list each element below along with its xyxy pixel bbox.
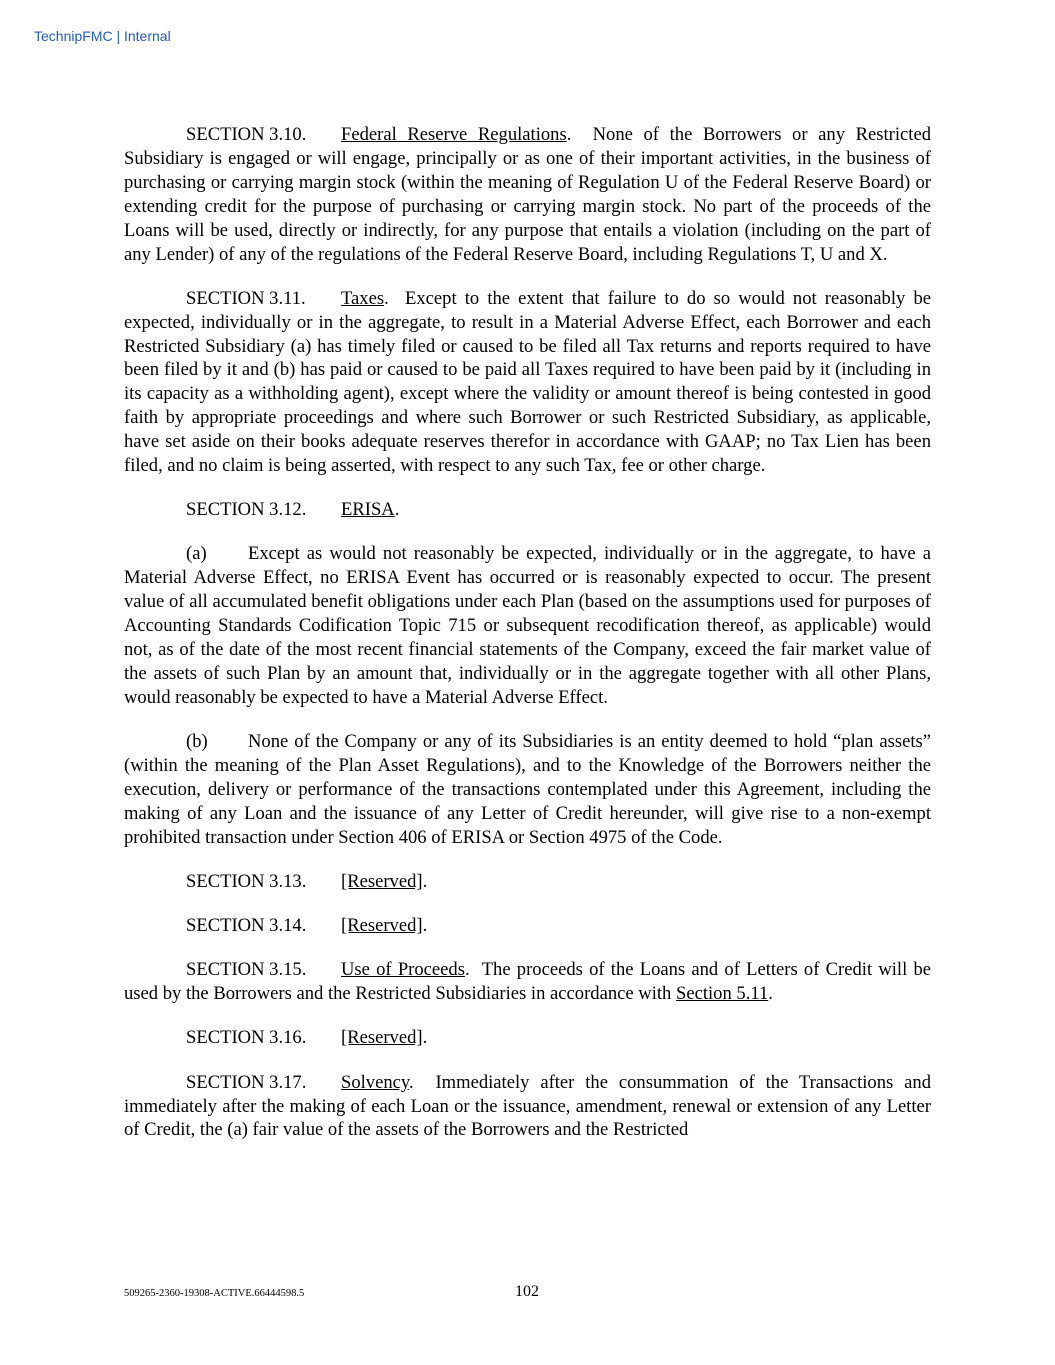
section-title: Use of Proceeds — [341, 959, 465, 981]
section-title: [Reserved] — [341, 1027, 423, 1049]
section-title: Solvency — [341, 1071, 409, 1093]
section-title: ERISA — [341, 499, 395, 521]
section-3-12-b — [124, 730, 931, 850]
section-title: Federal Reserve Regulations — [341, 124, 567, 145]
section-body: Except to the extent that failure to do so would not reasonably be expected, individually or in the aggregate, to result in a Material Adverse Effect, each Borrower and each Restricted Subsidiary (a) has timely filed or caused to be filed all Tax returns and reports required to have been filed by it and (b) has paid or caused to be paid all Taxes required to have been paid by it (including in its capacity as a withholding agent), except where the validity or amount thereof is being contested in good faith by appropriate proceedings and where such Borrower or such Restricted Subsidiary, as applicable, have set aside on their books adequate reserves therefor in accordance with GAAP; no Tax Lien has been filed, and no claim is being asserted, with respect to any such Tax, fee or other charge. — [124, 287, 931, 477]
section-label: SECTION 3.17. — [186, 1071, 307, 1093]
document-id: 509265-2360-19308-ACTIVE.66444598.5 — [124, 1288, 305, 1299]
section-3-12-a — [124, 542, 931, 709]
clause-label: (a) — [186, 543, 207, 565]
section-label: SECTION 3.11. — [186, 287, 306, 309]
section-label: SECTION 3.13. — [186, 870, 307, 892]
section-body: Immediately after the consummation of the Transactions and immediately after the making of each Loan or the issuance, amendment, renewal or extension of any Letter of Credit, the (a) fair value of the assets of the Borrowers and the Restricted — [124, 1071, 932, 1141]
section-title: [Reserved] — [341, 870, 423, 892]
section-3-10: SECTION 3.10. Federal Reserve Regulations. None of the Borrowers or any Restricted Subsidiary is engaged or will engage, principally or as one of their important activities, in the business of purchasing or carrying margin stock (within the meaning of Regulation U of the Federal Reserve Board) or extending credit for the purpose of purchasing or carrying margin stock. No part of the proceeds of the Loans will be used, directly or indirectly, for any purpose that entails a violation (including on the part of any Lender) of any of the regulations of the Federal Reserve Board, including Regulations T, U and X. — [124, 124, 932, 265]
clause-body: None of the Company or any of its Subsidiaries is an entity deemed to hold “plan assets” (within the meaning of the Plan Asset Regulations), and to the Knowledge of the Borrowers neither the execution, delivery or performance of the transactions contemplated under this Agreement, including the making of any Loan and the issuance of any Letter of Credit hereunder, will give rise to a non-exempt prohibited transaction under Section 406 of ERISA or Section 4975 of the Code. — [124, 731, 931, 848]
section-title: [Reserved] — [341, 915, 423, 937]
section-3-14: SECTION 3.14. [Reserved]. — [186, 915, 428, 937]
section-3-11: SECTION 3.11. Taxes. Except to the extent that failure to do so would not reasonably be expected, individually or in the aggregate, to result in a Material Adverse Effect, each Borrower and each Restricted Subsidiary (a) has timely filed or caused to be filed all Tax returns and reports required to have been filed by it and (b) has paid or caused to be paid all Taxes required to have been paid by it (including in its capacity as a withholding agent), except where the validity or amount thereof is being contested in good faith by appropriate proceedings and where such Borrower or such Restricted Subsidiary, as applicable, have set aside on their books adequate reserves therefor in accordance with GAAP; no Tax Lien has been filed, and no claim is being asserted, with respect to any such Tax, fee or other charge. — [124, 287, 931, 477]
classification-label: TechnipFMC | Internal — [34, 28, 171, 44]
section-label: SECTION 3.16. — [186, 1027, 307, 1049]
section-3-12: SECTION 3.12. ERISA. — [186, 499, 400, 521]
section-3-17: SECTION 3.17. Solvency. Immediately after the consummation of the Transactions and immediately after the making of each Loan or the issuance, amendment, renewal or extension of any Letter of Credit, the (a) fair value of the assets of the Borrowers and the Restricted — [124, 1071, 932, 1141]
section-label: SECTION 3.15. — [186, 959, 307, 981]
clause-body: Except as would not reasonably be expected, individually or in the aggregate, to have a Material Adverse Effect, no ERISA Event has occurred or is reasonably expected to occur. The present value of all accumulated benefit obligations under each Plan (based on the assumptions used for purposes of Accounting Standards Codification Topic 715 or subsequent recodification thereof, as applicable) would not, as of the date of the most recent financial statements of the Company, exceed the fair market value of the assets of such Plan by an amount that, individually or in the aggregate together with all other Plans, would reasonably be expected to have a Material Adverse Effect. — [124, 543, 931, 708]
section-label: SECTION 3.10. — [186, 124, 307, 145]
section-reference-link[interactable]: Section 5.11 — [675, 983, 769, 1005]
page-number: 102 — [515, 1283, 539, 1300]
section-body: The proceeds of the Loans and of Letters of Credit will be used by the Borrowers and the Restricted Subsidiaries in accordance with — [124, 959, 932, 1005]
section-3-16: SECTION 3.16. [Reserved]. — [186, 1027, 428, 1049]
section-label: SECTION 3.12. — [186, 499, 307, 521]
document-body — [124, 123, 931, 1163]
section-3-15: SECTION 3.15. Use of Proceeds. The proceeds of the Loans and of Letters of Credit will be used by the Borrowers and the Restricted Subsidiaries in accordance with Section 5.11. — [124, 959, 932, 1005]
section-body: None of the Borrowers or any Restricted Subsidiary is engaged or will engage, principally or as one of their important activities, in the business of purchasing or carrying margin stock (within the meaning of Regulation U of the Federal Reserve Board) or extending credit for the purpose of purchasing or carrying margin stock. No part of the proceeds of the Loans will be used, directly or indirectly, for any purpose that entails a violation (including on the part of any Lender) of any of the regulations of the Federal Reserve Board, including Regulations T, U and X. — [124, 124, 932, 265]
section-title: Taxes — [341, 287, 385, 309]
clause-label: (b) — [186, 731, 208, 753]
section-3-13: SECTION 3.13. [Reserved]. — [186, 870, 428, 892]
section-label: SECTION 3.14. — [186, 915, 307, 937]
